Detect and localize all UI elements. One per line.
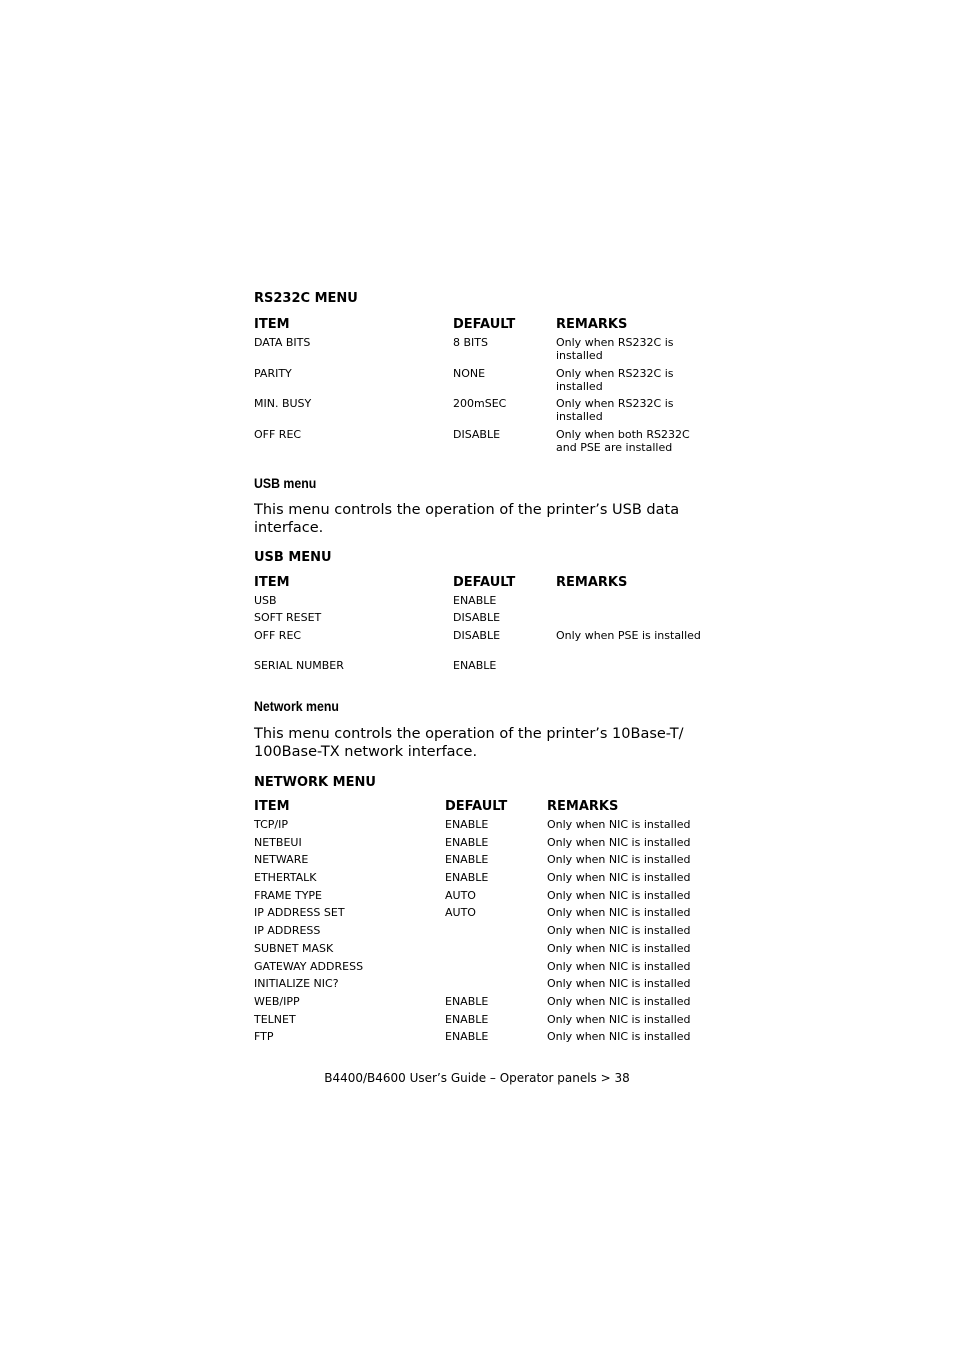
item-cell: MIN. BUSY xyxy=(254,397,312,410)
column-header-item: ITEM xyxy=(254,799,290,814)
remarks-cell: Only when NIC is installed xyxy=(547,906,691,920)
column-header-item: ITEM xyxy=(254,317,290,332)
item-cell: IP ADDRESS SET xyxy=(254,906,345,920)
table-row xyxy=(254,660,704,678)
remarks-cell xyxy=(556,595,704,612)
usb-menu-title: USB MENU xyxy=(254,550,332,565)
item-cell: TCP/IP xyxy=(254,818,288,831)
table-row xyxy=(254,907,704,925)
table-header-row xyxy=(254,799,704,819)
remarks-cell: Only when both RS232C and PSE are installed xyxy=(556,428,690,454)
item-cell: PARITY xyxy=(254,367,292,380)
table-row xyxy=(254,368,704,398)
table-row xyxy=(254,837,704,855)
item-cell: IP ADDRESS xyxy=(254,924,321,938)
column-header-item: ITEM xyxy=(254,575,290,590)
item-cell: SERIAL NUMBER xyxy=(254,659,344,672)
default-cell: ENABLE xyxy=(445,1030,489,1044)
remarks-cell: Only when PSE is installed xyxy=(556,629,701,642)
default-cell: DISABLE xyxy=(453,629,501,642)
default-cell: DISABLE xyxy=(453,428,501,441)
default-cell: ENABLE xyxy=(445,1012,489,1026)
item-cell: NETWARE xyxy=(254,853,309,867)
table-row xyxy=(254,337,704,368)
table-row xyxy=(254,978,704,996)
remarks-cell: Only when RS232C is installed xyxy=(556,397,674,423)
default-cell xyxy=(445,943,547,961)
column-header-remarks: REMARKS xyxy=(556,317,628,332)
item-cell: GATEWAY ADDRESS xyxy=(254,959,364,973)
remarks-cell: Only when NIC is installed xyxy=(547,871,691,885)
remarks-cell: Only when RS232C is installed xyxy=(556,367,674,393)
table-row xyxy=(254,925,704,943)
item-cell: FTP xyxy=(254,1030,274,1044)
remarks-cell: Only when NIC is installed xyxy=(547,924,691,938)
default-cell: ENABLE xyxy=(445,853,489,867)
item-cell: NETBEUI xyxy=(254,835,302,849)
remarks-cell: Only when NIC is installed xyxy=(547,941,691,955)
remarks-cell: Only when NIC is installed xyxy=(547,1030,691,1044)
default-cell: AUTO xyxy=(445,906,476,920)
table-row xyxy=(254,398,704,429)
item-cell: SOFT RESET xyxy=(254,611,322,624)
item-cell: FRAME TYPE xyxy=(254,888,323,902)
table-row xyxy=(254,996,704,1014)
default-cell: ENABLE xyxy=(445,871,489,885)
table-row xyxy=(254,1031,704,1049)
usb-menu-intro: This menu controls the operation of the printer’s USB data interface. xyxy=(254,502,680,536)
default-cell: ENABLE xyxy=(445,994,489,1008)
default-cell xyxy=(445,925,547,943)
remarks-cell: Only when NIC is installed xyxy=(547,818,691,831)
network-rows xyxy=(254,819,704,1049)
page-content xyxy=(254,290,704,1049)
table-row xyxy=(254,943,704,961)
column-header-default: DEFAULT xyxy=(453,317,516,332)
usb-menu-heading: USB menu xyxy=(254,475,317,491)
default-cell: ENABLE xyxy=(445,818,489,831)
network-menu-title: NETWORK MENU xyxy=(254,775,376,790)
default-cell: ENABLE xyxy=(445,835,489,849)
column-header-default: DEFAULT xyxy=(453,575,516,590)
remarks-cell: Only when RS232C is installed xyxy=(556,336,674,362)
default-cell: ENABLE xyxy=(453,659,497,672)
default-cell xyxy=(445,978,547,996)
default-cell: NONE xyxy=(453,367,486,380)
network-menu-table xyxy=(254,799,704,1049)
default-cell: ENABLE xyxy=(453,594,497,607)
page-footer: B4400/B4600 User’s Guide – Operator panels > 38 xyxy=(324,1071,630,1085)
remarks-cell xyxy=(556,612,704,630)
default-cell xyxy=(445,961,547,979)
column-header-remarks: REMARKS xyxy=(556,575,628,590)
table-row xyxy=(254,429,704,460)
remarks-cell: Only when NIC is installed xyxy=(547,1012,691,1026)
table-header-row xyxy=(254,317,704,337)
item-cell: OFF REC xyxy=(254,629,302,642)
remarks-cell: Only when NIC is installed xyxy=(547,835,691,849)
remarks-cell: Only when NIC is installed xyxy=(547,994,691,1008)
rs232c-menu-table xyxy=(254,317,704,460)
table-row xyxy=(254,890,704,908)
default-cell: DISABLE xyxy=(453,611,501,624)
item-cell: SUBNET MASK xyxy=(254,941,334,955)
item-cell: ETHERTALK xyxy=(254,871,317,885)
default-cell: AUTO xyxy=(445,888,476,902)
table-row xyxy=(254,872,704,890)
table-row xyxy=(254,819,704,837)
item-cell: USB xyxy=(254,594,277,607)
table-row xyxy=(254,595,704,612)
usb-menu-table xyxy=(254,575,704,678)
column-header-default: DEFAULT xyxy=(445,799,508,814)
table-row xyxy=(254,612,704,630)
network-menu-intro: This menu controls the operation of the printer’s 10Base-T/ 100Base-TX network interface. xyxy=(254,726,684,760)
remarks-cell: Only when NIC is installed xyxy=(547,853,691,867)
remarks-cell: Only when NIC is installed xyxy=(547,888,691,902)
item-cell: OFF REC xyxy=(254,428,302,441)
table-row xyxy=(254,854,704,872)
item-cell: TELNET xyxy=(254,1012,296,1026)
item-cell: WEB/IPP xyxy=(254,994,300,1008)
remarks-cell: Only when NIC is installed xyxy=(547,977,691,991)
remarks-cell xyxy=(556,660,704,678)
column-header-remarks: REMARKS xyxy=(547,799,619,814)
default-cell: 8 BITS xyxy=(453,336,488,349)
table-row xyxy=(254,961,704,979)
table-row xyxy=(254,1014,704,1032)
table-row xyxy=(254,630,704,660)
item-cell: DATA BITS xyxy=(254,336,311,349)
table-header-row xyxy=(254,575,704,595)
item-cell: INITIALIZE NIC? xyxy=(254,977,339,991)
remarks-cell: Only when NIC is installed xyxy=(547,959,691,973)
network-menu-heading: Network menu xyxy=(254,698,339,714)
rs232c-menu-title: RS232C MENU xyxy=(254,291,358,306)
default-cell: 200mSEC xyxy=(453,397,507,410)
